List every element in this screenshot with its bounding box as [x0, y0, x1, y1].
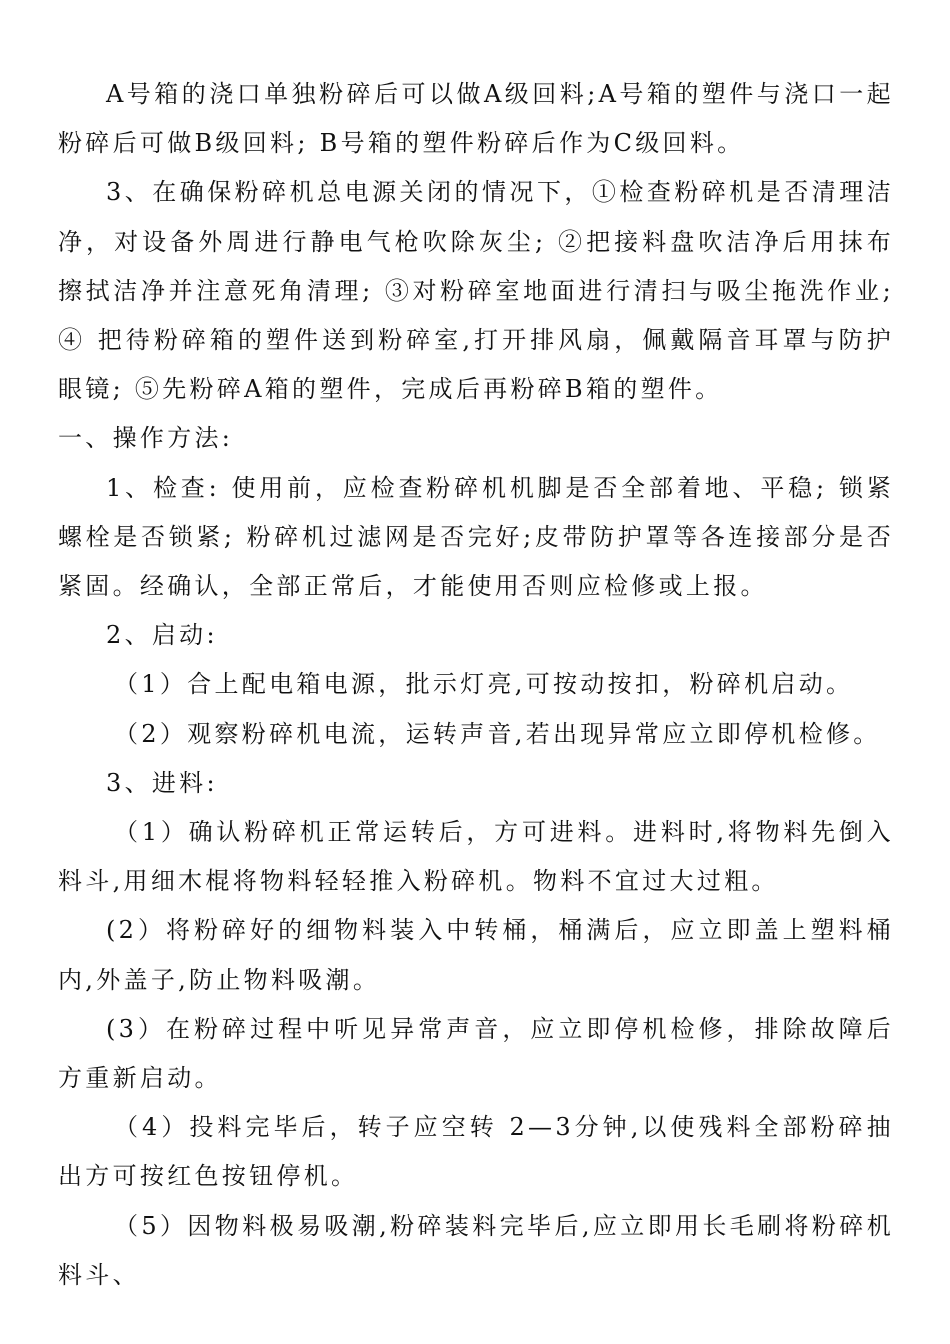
paragraph-startup-heading: 2、启动:: [106, 621, 218, 650]
section-heading-operation-method: 一、操作方法:: [58, 424, 234, 453]
paragraph-inspection: 1、检查: 使用前，应检查粉碎机机脚是否全部着地、平稳; 锁紧螺栓是否锁紧; 粉碎机过滤网是否完好;皮带防护罩等各连接部分是否紧固。经确认，全部正常后，才能使用否则应检修或上报。: [58, 473, 894, 601]
paragraph-recycle-grades: A号箱的浇口单独粉碎后可以做A级回料;A号箱的塑件与浇口一起粉碎后可做B级回料; B号箱的塑件粉碎后作为C级回料。: [58, 80, 894, 158]
paragraph-startup-1: （1）合上配电箱电源，批示灯亮,可按动按扣，粉碎机启动。: [114, 670, 854, 699]
paragraph-feeding-4: （4）投料完毕后，转子应空转 2—3分钟,以使残料全部粉碎抽出方可按红色按钮停机。: [58, 1113, 894, 1191]
paragraph-feeding-2: (2）将粉碎好的细物料装入中转桶，桶满后，应立即盖上塑料桶内,外盖子,防止物料吸潮。: [58, 916, 894, 994]
document-page: [58, 70, 894, 1300]
paragraph-feeding-3: (3）在粉碎过程中听见异常声音，应立即停机检修，排除故障后方重新启动。: [58, 1014, 894, 1093]
paragraph-startup-2: （2）观察粉碎机电流，运转声音,若出现异常应立即停机检修。: [114, 719, 881, 748]
paragraph-step-3-cleaning: 3、在确保粉碎机总电源关闭的情况下，①检查粉碎机是否清理洁净，对设备外周进行静电气枪吹除灰尘; ②把接料盘吹洁净后用抹布擦拭洁净并注意死角清理; ③对粉碎室地面进行清扫与吸尘拖洗作业;④ 把待粉碎箱的塑件送到粉碎室,打开排风扇，佩戴隔音耳罩与防护眼镜; ⑤先粉碎A箱的塑件，完成后再粉碎B箱的塑件。: [58, 178, 894, 404]
paragraph-feeding-5: （5）因物料极易吸潮,粉碎装料完毕后,应立即用长毛刷将粉碎机料斗、: [58, 1211, 894, 1289]
paragraph-feeding-1: （1）确认粉碎机正常运转后，方可进料。进料时,将物料先倒入料斗,用细木棍将物料轻轻推入粉碎机。物料不宜过大过粗。: [58, 818, 894, 896]
paragraph-feeding-heading: 3、进料:: [106, 768, 218, 797]
